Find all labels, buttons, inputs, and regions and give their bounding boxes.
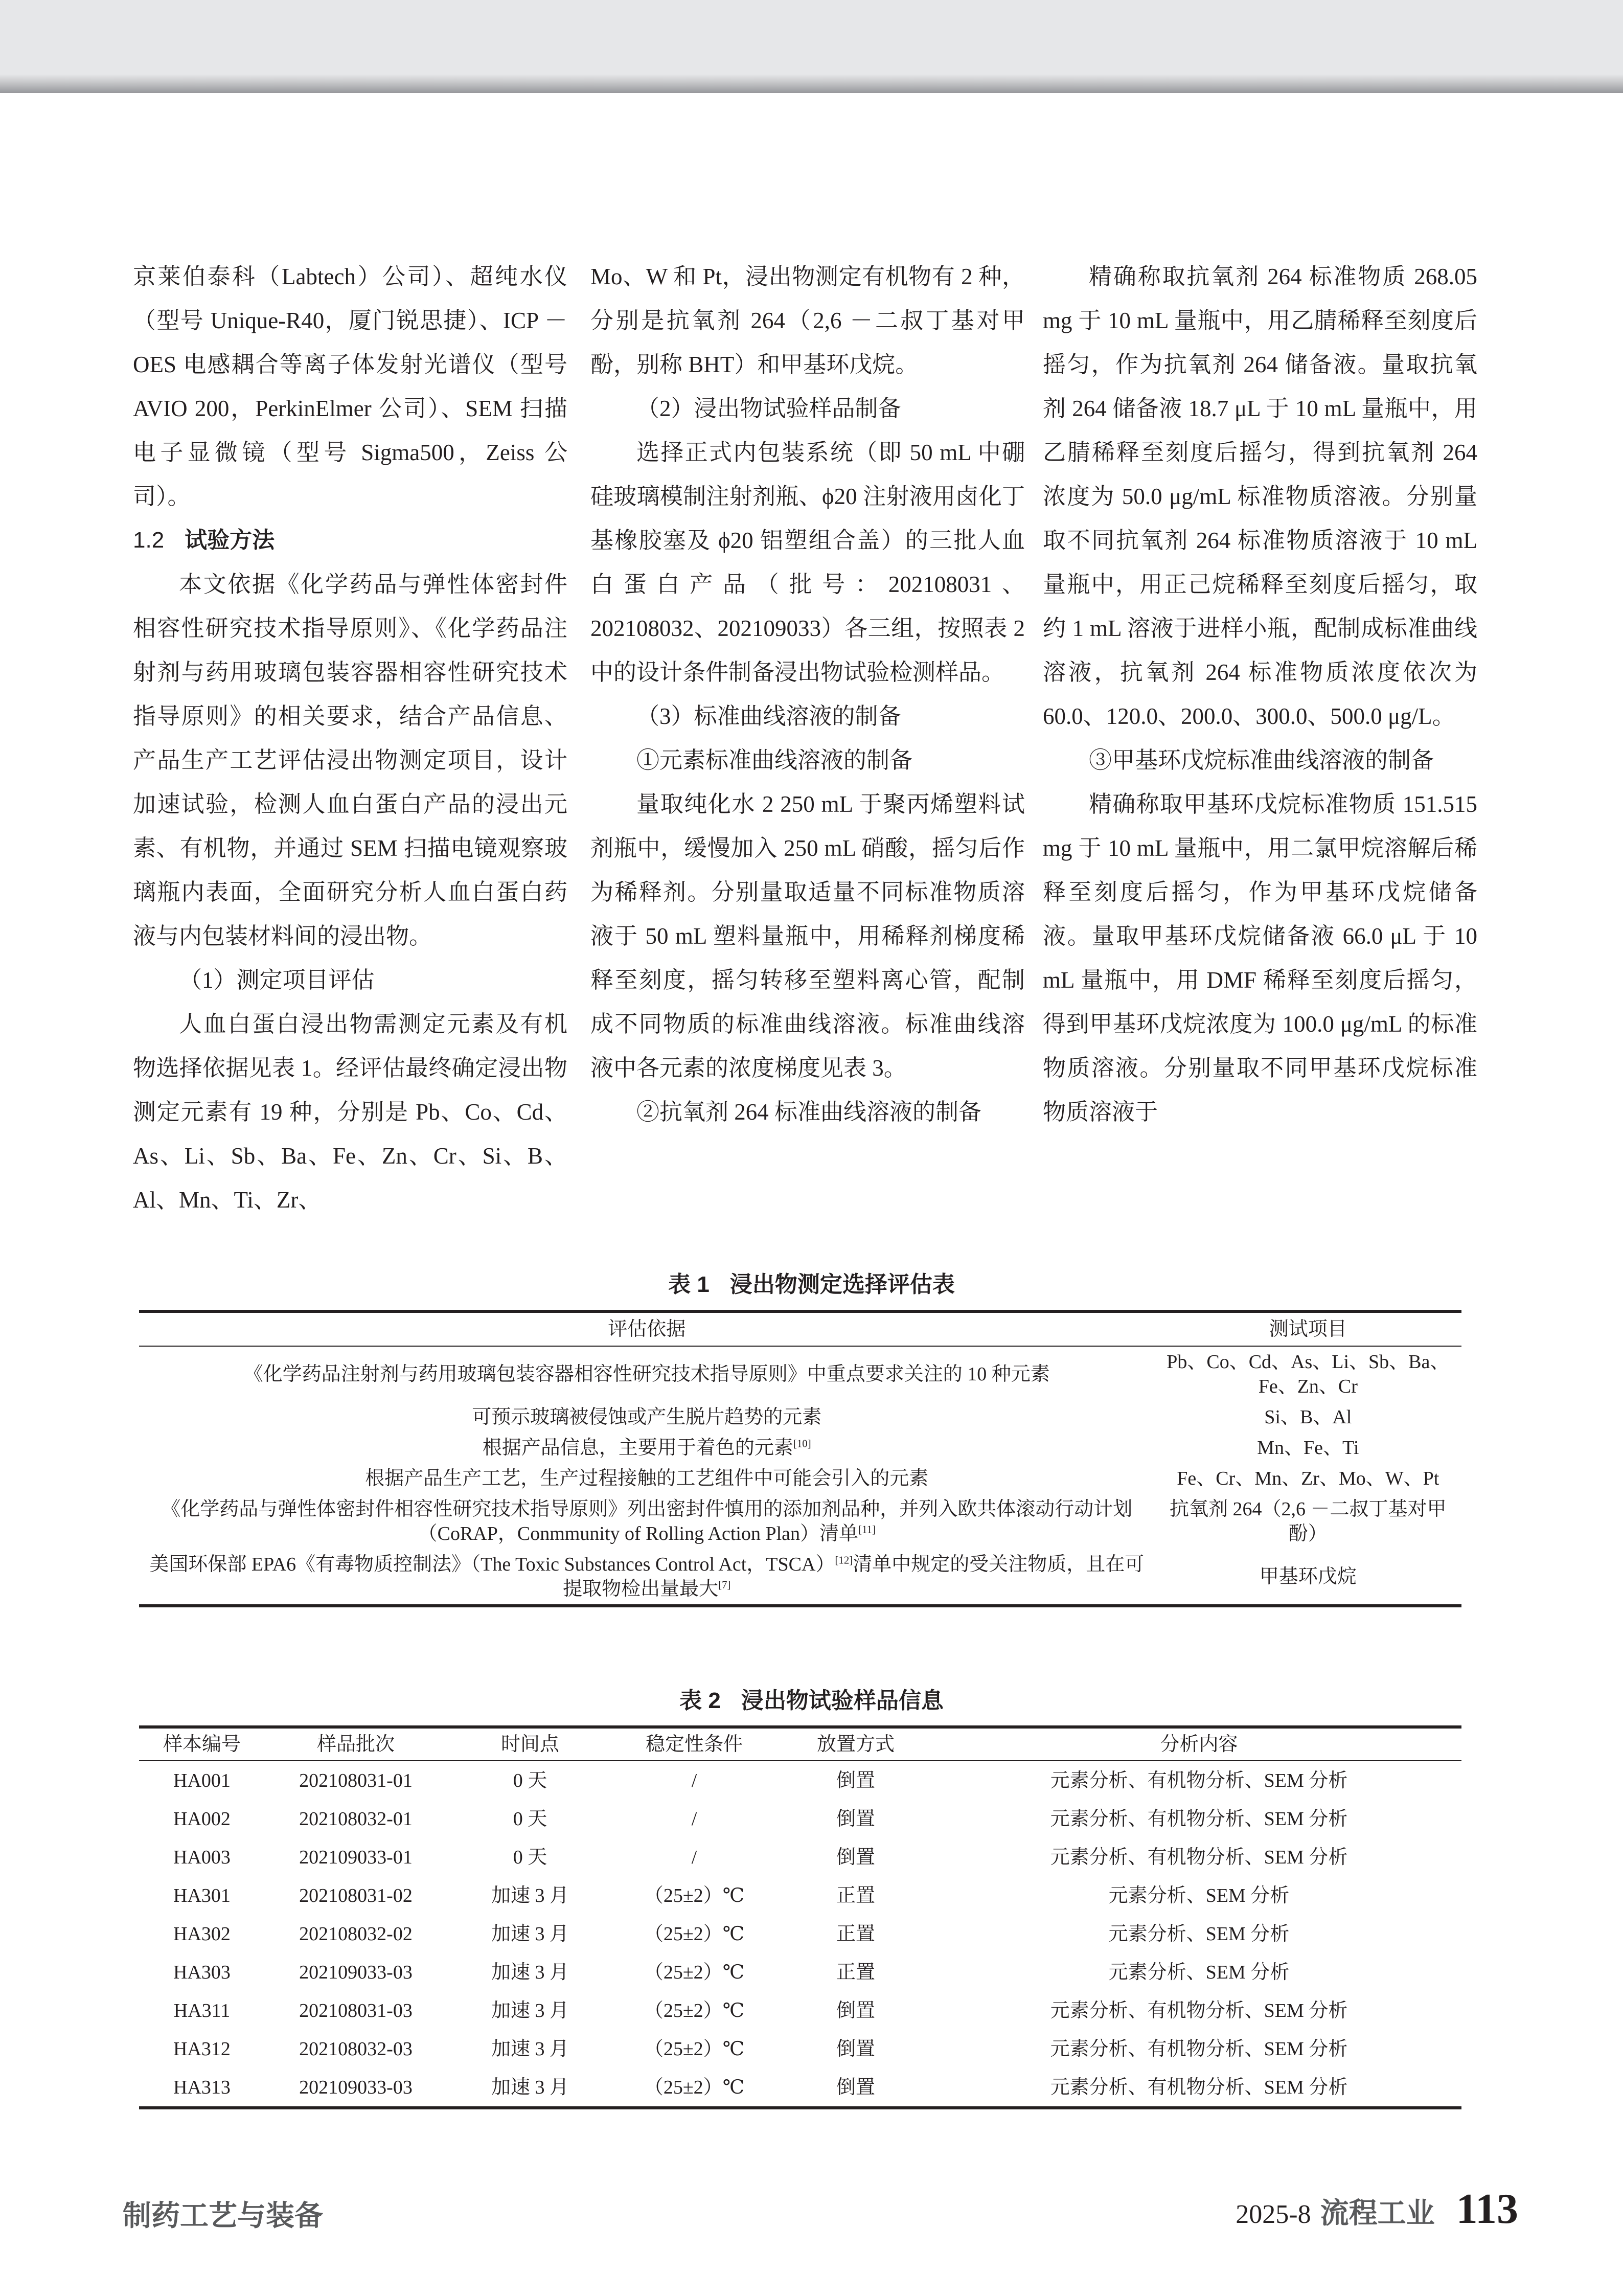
batch-cell: 202108031-01: [299, 1769, 413, 1791]
table-caption-number: 表 2: [679, 1688, 721, 1713]
section-number: 1.2: [133, 528, 165, 553]
paragraph: 京莱伯泰科（Labtech）公司）、超纯水仪（型号 Unique-R40，厦门锐思捷）、ICP － OES 电感耦合等离子体发射光谱仪（型号 AVIO 200，PerkinElmer 公司）、SEM 扫描电子显微镜（型号 Sigma500，Zeiss 公司）。: [133, 264, 567, 509]
table-row: [139, 2030, 1461, 2068]
basis-text: 《化学药品注射剂与药用玻璃包装容器相容性研究技术指导原则》中重点要求关注的 10 种元素: [243, 1363, 1050, 1385]
batch-cell: 202108032-02: [299, 1923, 413, 1945]
column-header: 样本编号: [139, 1727, 265, 1761]
paragraph: 精确称取甲基环戊烷标准物质 151.515 mg 于 10 mL 量瓶中，用二氯甲烷溶解后稀释至刻度后摇匀，作为甲基环戊烷储备液。量取甲基环戊烷储备液 66.0 μL 于 10 mL 量瓶中，用 DMF 稀释至刻度后摇匀，得到甲基环戊烷浓度为 100.0 μg/mL 的标准物质溶液。分别量取不同甲基环戊烷标准物质溶液于: [1043, 791, 1477, 1125]
analysis-cell: 元素分析、SEM 分析: [1108, 1884, 1290, 1906]
table-row: [139, 1494, 1461, 1549]
column-header: 测试项目: [1155, 1311, 1461, 1346]
timepoint-cell: 加速 3 月: [491, 2076, 569, 2098]
test-items-cell: 甲基环戊烷: [1259, 1566, 1357, 1587]
table-2-caption: [0, 1682, 1623, 1715]
paragraph: Mo、W 和 Pt，浸出物测定有机物有 2 种，分别是抗氧剂 264（2,6 －二叔丁基对甲酚，别称 BHT）和甲基环戊烷。: [590, 264, 1025, 377]
timepoint-cell: 加速 3 月: [491, 1961, 569, 1983]
placement-cell: 正置: [836, 1923, 875, 1945]
paragraph: 本文依据《化学药品与弹性体密封件相容性研究技术指导原则》、《化学药品注射剂与药用玻璃包装容器相容性研究技术指导原则》的相关要求，结合产品信息、产品生产工艺评估浸出物测定项目，设计加速试验，检测人血白蛋白产品的浸出元素、有机物，并通过 SEM 扫描电镜观察玻璃瓶内表面，全面研究分析人血白蛋白药液与内包装材料间的浸出物。: [133, 572, 567, 949]
analysis-cell: 元素分析、有机物分析、SEM 分析: [1050, 1846, 1348, 1868]
placement-cell: 正置: [836, 1884, 875, 1906]
sample-id-cell: HA302: [173, 1923, 231, 1945]
table-row: [139, 1402, 1461, 1433]
analysis-cell: 元素分析、SEM 分析: [1108, 1961, 1290, 1983]
sample-id-cell: HA313: [173, 2076, 231, 2098]
table-row: [139, 1838, 1461, 1876]
batch-cell: 202108031-02: [299, 1884, 413, 1906]
condition-cell: /: [691, 1769, 697, 1791]
table-row: [139, 1953, 1461, 1991]
sample-id-cell: HA301: [173, 1884, 231, 1906]
paragraph: 量取纯化水 2 250 mL 于聚丙烯塑料试剂瓶中，缓慢加入 250 mL 硝酸，摇匀后作为稀释剂。分别量取适量不同标准物质溶液于 50 mL 塑料量瓶中，用稀释剂梯度稀释至刻度，摇匀转移至塑料离心管，配制成不同物质的标准曲线溶液。标准曲线溶液中各元素的浓度梯度见表 3。: [590, 791, 1025, 1081]
condition-cell: /: [691, 1846, 697, 1868]
section-title: 试验方法: [185, 528, 275, 553]
table-row: [139, 1346, 1461, 1402]
timepoint-cell: 加速 3 月: [491, 1884, 569, 1906]
test-items-cell: Pb、Co、Cd、As、Li、Sb、Ba、Fe、Zn、Cr: [1167, 1351, 1450, 1397]
batch-cell: 202108031-03: [299, 1999, 413, 2021]
sample-id-cell: HA003: [173, 1846, 231, 1868]
subheading: ②抗氧剂 264 标准曲线溶液的制备: [636, 1099, 982, 1125]
table-header-row: [139, 1727, 1461, 1761]
table-caption-title: 浸出物测定选择评估表: [729, 1272, 955, 1297]
table-caption-number: 表 1: [668, 1272, 710, 1297]
basis-cell: [139, 1463, 1155, 1494]
column-header: 评估依据: [139, 1311, 1155, 1346]
basis-text: 美国环保部 EPA6《有毒物质控制法》（The Toxic Substances Control Act，TSCA）: [149, 1554, 835, 1575]
sample-id-cell: HA001: [173, 1769, 231, 1791]
basis-text: 《化学药品与弹性体密封件相容性研究技术指导原则》列出密封件慎用的添加剂品种，并列入欧共体滚动行动计划（CoRAP，Conmmunity of Rolling Action Plan）清单: [161, 1498, 1133, 1544]
basis-text: 可预示玻璃被侵蚀或产生脱片趋势的元素: [472, 1406, 822, 1428]
condition-cell: （25±2）℃: [644, 2038, 745, 2060]
page-number: 113: [1456, 2185, 1518, 2233]
table-row: [139, 1433, 1461, 1463]
reference-sup: [7]: [718, 1578, 731, 1591]
sample-id-cell: HA311: [173, 1999, 231, 2021]
reference-sup: [12]: [835, 1554, 853, 1566]
test-items-cell: Mn、Fe、Ti: [1257, 1437, 1359, 1459]
condition-cell: （25±2）℃: [644, 2076, 745, 2098]
test-items-cell: 抗氧剂 264（2,6 －二叔丁基对甲酚）: [1170, 1498, 1447, 1544]
subheading: ①元素标准曲线溶液的制备: [636, 747, 913, 773]
footer-journal-name: 流程工业: [1320, 2198, 1435, 2230]
table-header-row: [139, 1311, 1461, 1346]
footer-issue: 2025-8: [1236, 2200, 1311, 2229]
column-header: 稳定性条件: [613, 1727, 775, 1761]
placement-cell: 倒置: [836, 2038, 875, 2060]
basis-text: 根据产品信息，主要用于着色的元素: [482, 1437, 793, 1459]
subheading: ③甲基环戊烷标准曲线溶液的制备: [1089, 747, 1434, 773]
reference-sup: [11]: [858, 1523, 876, 1536]
batch-cell: 202109033-03: [299, 1961, 413, 1983]
column-header: 时间点: [447, 1727, 613, 1761]
analysis-cell: 元素分析、SEM 分析: [1108, 1923, 1290, 1945]
sample-id-cell: HA312: [173, 2038, 231, 2060]
table-row: [139, 1991, 1461, 2030]
test-items-cell: Fe、Cr、Mn、Zr、Mo、W、Pt: [1177, 1468, 1439, 1489]
condition-cell: /: [691, 1808, 697, 1830]
table-row: [139, 2068, 1461, 2108]
table-2: [139, 1725, 1461, 2109]
placement-cell: 倒置: [836, 2076, 875, 2098]
batch-cell: 202109033-01: [299, 1846, 413, 1868]
analysis-cell: 元素分析、有机物分析、SEM 分析: [1050, 1769, 1348, 1791]
column-header: 放置方式: [775, 1727, 936, 1761]
table-row: [139, 1876, 1461, 1915]
table-row: [139, 1915, 1461, 1953]
analysis-cell: 元素分析、有机物分析、SEM 分析: [1050, 2038, 1348, 2060]
subheading: （2）浸出物试验样品制备: [636, 396, 901, 421]
subheading: （1）测定项目评估: [179, 967, 375, 993]
basis-text: 清单中规定的受关注物质，且在可提取物检出量最大: [563, 1554, 1145, 1600]
section-heading-1-2: [133, 518, 567, 562]
timepoint-cell: 加速 3 月: [491, 1923, 569, 1945]
table-caption-title: 浸出物试验样品信息: [741, 1688, 944, 1713]
table-1-caption: [0, 1266, 1623, 1299]
condition-cell: （25±2）℃: [644, 1884, 745, 1906]
timepoint-cell: 加速 3 月: [491, 1999, 569, 2021]
table-row: [139, 1761, 1461, 1800]
timepoint-cell: 加速 3 月: [491, 2038, 569, 2060]
placement-cell: 倒置: [836, 1999, 875, 2021]
paragraph: 人血白蛋白浸出物需测定元素及有机物选择依据见表 1。经评估最终确定浸出物测定元素有 19 种，分别是 Pb、Co、Cd、As、Li、Sb、Ba、Fe、Zn、Cr、Si、B、Al、Mn、Ti、Zr、: [133, 1011, 567, 1213]
table-1: [139, 1310, 1461, 1607]
test-items-cell: Si、B、Al: [1264, 1406, 1352, 1428]
basis-text: 根据产品生产工艺，生产过程接触的工艺组件中可能会引入的元素: [365, 1468, 929, 1489]
paragraph: 选择正式内包装系统（即 50 mL 中硼硅玻璃模制注射剂瓶、ϕ20 注射液用卤化丁基橡胶塞及 ϕ20 铝塑组合盖）的三批人血白蛋白产品（批号：202108031、202108032、202109033）各三组，按照表 2 中的设计条件制备浸出物试验检测样品。: [590, 440, 1025, 685]
table-row: [139, 1549, 1461, 1606]
column-header: 分析内容: [936, 1727, 1461, 1761]
timepoint-cell: 0 天: [513, 1808, 547, 1830]
sample-id-cell: HA002: [173, 1808, 231, 1830]
batch-cell: 202109033-03: [299, 2076, 413, 2098]
table-row: [139, 1800, 1461, 1838]
table-row: [139, 1463, 1461, 1494]
condition-cell: （25±2）℃: [644, 1999, 745, 2021]
footer-section-name: 制药工艺与装备: [123, 2200, 323, 2232]
analysis-cell: 元素分析、有机物分析、SEM 分析: [1050, 2076, 1348, 2098]
placement-cell: 倒置: [836, 1808, 875, 1830]
placement-cell: 倒置: [836, 1769, 875, 1791]
basis-cell: [139, 1433, 1155, 1463]
top-header-band: [0, 0, 1623, 93]
condition-cell: （25±2）℃: [644, 1923, 745, 1945]
analysis-cell: 元素分析、有机物分析、SEM 分析: [1050, 1808, 1348, 1830]
text-column-1: [133, 255, 567, 1222]
basis-cell: [139, 1346, 1155, 1402]
timepoint-cell: 0 天: [513, 1769, 547, 1791]
analysis-cell: 元素分析、有机物分析、SEM 分析: [1050, 1999, 1348, 2021]
batch-cell: 202108032-03: [299, 2038, 413, 2060]
footer-journal-info: [1236, 2184, 1518, 2234]
basis-cell: [139, 1494, 1155, 1549]
subheading: （3）标准曲线溶液的制备: [636, 703, 901, 729]
text-column-2: [590, 255, 1025, 1134]
basis-cell: [139, 1402, 1155, 1433]
text-column-3: [1043, 255, 1477, 1134]
placement-cell: 正置: [836, 1961, 875, 1983]
paragraph: 精确称取抗氧剂 264 标准物质 268.05 mg 于 10 mL 量瓶中，用乙腈稀释至刻度后摇匀，作为抗氧剂 264 储备液。量取抗氧剂 264 储备液 18.7 μL 于 10 mL 量瓶中，用乙腈稀释至刻度后摇匀，得到抗氧剂 264 浓度为 50.0 μg/mL 标准物质溶液。分别量取不同抗氧剂 264 标准物质溶液于 10 mL 量瓶中，用正己烷稀释至刻度后摇匀，取约 1 mL 溶液于进样小瓶，配制成标准曲线溶液，抗氧剂 264 标准物质浓度依次为 60.0、120.0、200.0、300.0、500.0 μg/L。: [1043, 264, 1477, 729]
sample-id-cell: HA303: [173, 1961, 231, 1983]
timepoint-cell: 0 天: [513, 1846, 547, 1868]
column-header: 样品批次: [265, 1727, 447, 1761]
condition-cell: （25±2）℃: [644, 1961, 745, 1983]
reference-sup: [10]: [793, 1437, 811, 1450]
batch-cell: 202108032-01: [299, 1808, 413, 1830]
basis-cell: [139, 1549, 1155, 1606]
placement-cell: 倒置: [836, 1846, 875, 1868]
